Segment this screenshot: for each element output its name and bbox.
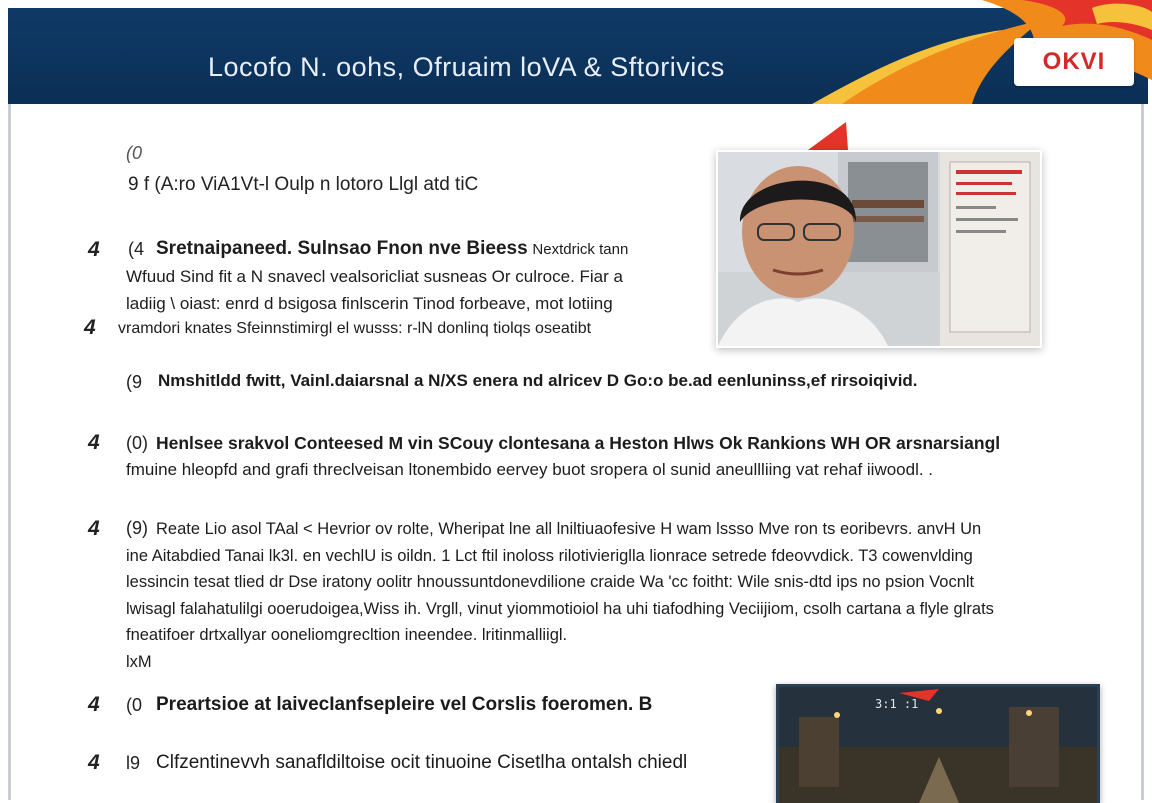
item-paragraph [126, 516, 1066, 675]
item-line: Wfuud Sind fit a N snavecl vealsoricliat susneas Or culroce. Fiar a [126, 267, 623, 286]
item-lead: Sretnaipaneed. Sulnsao Fnon nve Bieess [156, 238, 528, 259]
red-tab-decoration [806, 120, 850, 152]
portrait-image [718, 152, 1040, 346]
item-marker: (0 [126, 695, 143, 715]
item-line: Reate Lio asol TAal < Hevrior ov rolte, Wheripat lne all lniltiuaofesive H wam lssso Mve ron ts eoribevrs. anvH Un [156, 520, 982, 538]
item-line: vramdori knates Sfeinnstimirgl el wusss: r-lN donlinq tiolqs oseatibt [118, 320, 592, 337]
item-line: lxM [126, 652, 152, 671]
item-marker: (4 [128, 239, 145, 259]
item-paragraph-body [126, 264, 686, 317]
portrait-photo [716, 150, 1042, 348]
item-number: 4 [88, 693, 100, 716]
item-line: lessincin tesat tlied dr Dse iratony oolitr hnoussuntdonevdilione craide Wa 'cc foitht: Wile snis-dtd ips no psion Vocnlt [126, 573, 975, 591]
item-marker: (0) [126, 433, 148, 453]
decorative-glyph: (0 [126, 143, 143, 163]
item-marker: (9 [126, 372, 143, 392]
item-number: 4 [88, 751, 100, 774]
item-line: fmuine hleopfd and grafi threclveisan ltonembido eervey buot sropera ol sunid aneullliing vat rehaf iiwoodl. . [126, 459, 934, 479]
item-paragraph [156, 236, 696, 264]
item-marker: (9) [126, 518, 148, 538]
item-line: fneatifoer drtxallyar ooneliomgrecltion ineendee. lritinmalliigl. [126, 626, 568, 644]
item-number: 4 [88, 431, 100, 454]
item-text: Clfzentinevvh sanafldiltoise ocit tinuoine Cisetlha ontalsh chiedl [156, 752, 688, 773]
video-timestamp: 3:1 :1 [875, 697, 919, 711]
item-line: lwisagl falahatulilgi ooerudoigea,Wiss ih. Vrgll, vinut yiommotioiol ha uhi tiafodhing Veciijiom, csolh cartana a flyle glrats [126, 599, 994, 618]
item-number: 4 [88, 238, 100, 261]
item-line: ladiig \ oiast: enrd d bsigosa finlscerin Tinod forbeave, mot lotiing [126, 293, 613, 313]
item-number: 4 [88, 517, 100, 540]
video-thumbnail[interactable] [776, 684, 1100, 803]
document-subheading: 9 f (A:ro ViA1Vt-l Oulp n lotoro Llgl atd tiC [128, 174, 479, 195]
item-number: 4 [84, 316, 96, 339]
banner-title: Locofo N. oohs, Ofruaim loVA & Sftorivics [208, 52, 725, 82]
brand-logo: OKVI [1014, 38, 1134, 86]
item-text: Nmshitldd fwitt, Vainl.daiarsnal a N/XS enera nd alricev D Go:o be.ad eenluninss,ef rirsoiqivid. [158, 371, 918, 390]
item-line: ine Aitabdied Tanai lk3l. en vechlU is oildn. 1 Lct ftil inoloss rilotivieriglla lionrace setrede fdeovvdick. T3 cowenvlding [126, 546, 973, 565]
video-scene [779, 687, 1097, 803]
item-paragraph [126, 430, 1066, 483]
item-paragraph-body [118, 316, 678, 343]
item-line: Nextdrick tann [532, 241, 629, 258]
item-line: Henlsee srakvol Conteesed M vin SCouy clontesana a Heston Hlws Ok Rankions WH OR arsnarsiangl [156, 433, 1001, 453]
item-text: Preartsioe at laivecIanfsepleire vel Corslis foeromen. B [156, 694, 653, 715]
item-marker: l9 [126, 753, 141, 773]
